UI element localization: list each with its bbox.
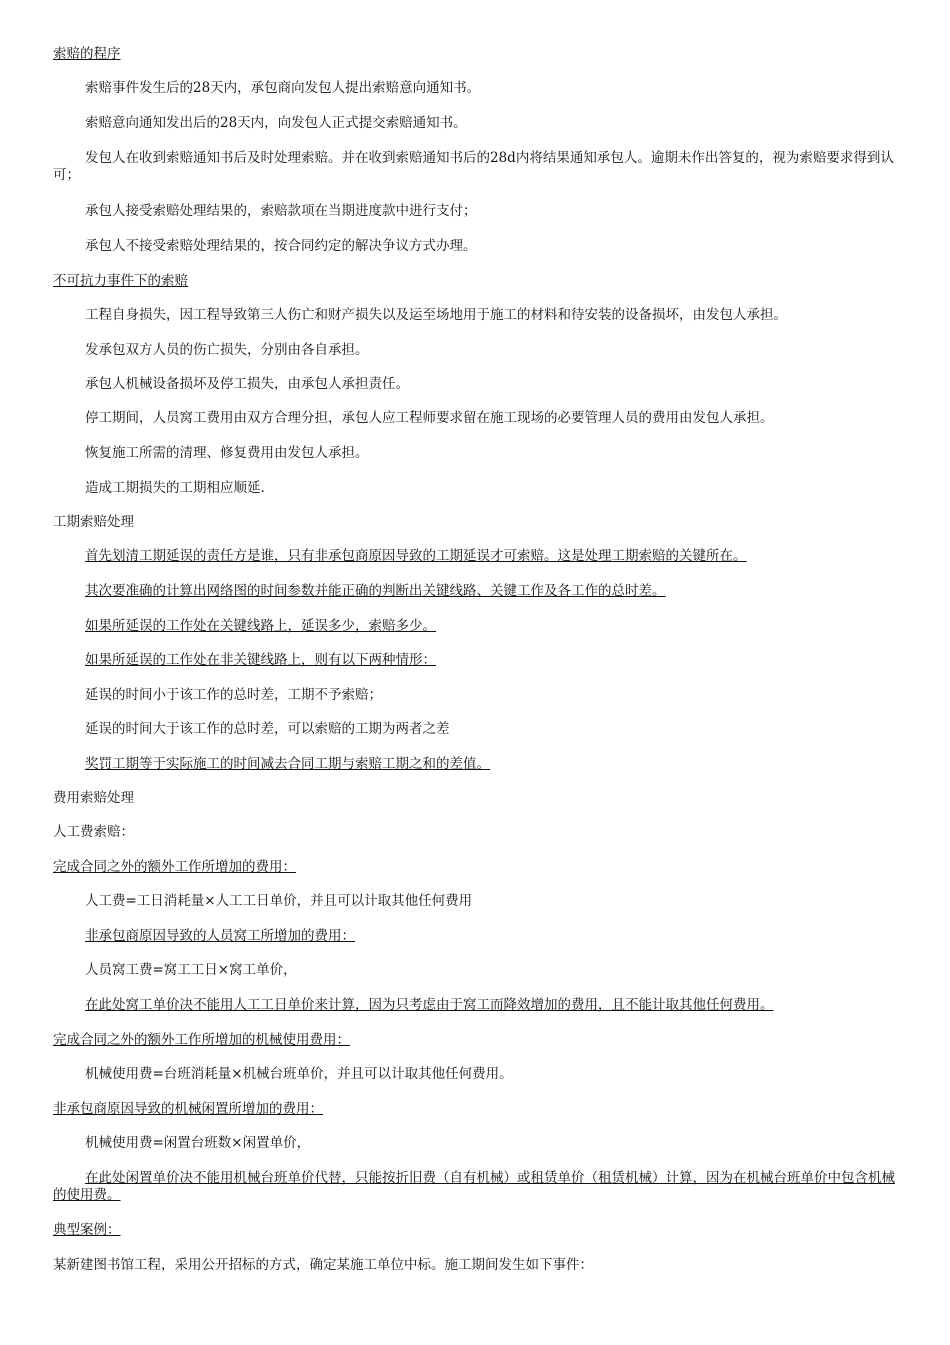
subheading-machine-idle: 非承包商原因导致的机械闲置所增加的费用： [53,1101,323,1117]
paragraph: 索赔事件发生后的28天内，承包商向发包人提出索赔意向通知书。 [85,80,481,96]
paragraph: 发包人在收到索赔通知书后及时处理索赔。并在收到索赔通知书后的28d内将结果通知承包人。逾期未作出答复的，视为索赔要求得到认可； [53,150,894,183]
paragraph: 承包人机械设备损坏及停工损失，由承包人承担责任。 [85,376,409,392]
subheading-idle-labor: 非承包商原因导致的人员窝工所增加的费用： [85,928,355,944]
paragraph-line [53,928,898,945]
paragraph-line [53,997,898,1014]
paragraph: 停工期间，人员窝工费用由双方合理分担，承包人应工程师要求留在施工现场的必要管理人员的费用由发包人承担。 [85,410,774,426]
paragraph-line [53,618,898,635]
paragraph: 机械使用费=闲置台班数×闲置单价， [85,1135,311,1151]
paragraph: 恢复施工所需的清理、修复费用由发包人承担。 [85,445,369,461]
paragraph-line [53,583,898,600]
section-heading-schedule-claim: 工期索赔处理 [53,514,134,530]
paragraph: 如果所延误的工作处在非关键线路上，则有以下两种情形： [85,652,436,668]
section-heading-force-majeure: 不可抗力事件下的索赔 [53,273,188,289]
paragraph: 机械使用费=台班消耗量×机械台班单价，并且可以计取其他任何费用。 [85,1066,513,1082]
paragraph: 如果所延误的工作处在关键线路上，延误多少，索赔多少。 [85,618,436,634]
paragraph: 发承包双方人员的伤亡损失，分别由各自承担。 [85,342,369,358]
paragraph: 工程自身损失，因工程导致第三人伤亡和财产损失以及运至场地用于施工的材料和待安装的设备损坏，由发包人承担。 [85,307,787,323]
paragraph: 其次要准确的计算出网络图的时间参数并能正确的判断出关键线路、关键工作及各工作的总时差。 [85,583,666,599]
subheading-extra-work: 完成合同之外的额外工作所增加的费用： [53,859,296,875]
paragraph: 索赔意向通知发出后的28天内，向发包人正式提交索赔通知书。 [85,115,467,131]
paragraph: 延误的时间小于该工作的总时差，工期不予索赔； [85,687,382,703]
paragraph: 某新建图书馆工程，采用公开招标的方式，确定某施工单位中标。施工期间发生如下事件： [53,1257,593,1273]
paragraph: 人员窝工费=窝工工日×窝工单价， [85,962,297,978]
paragraph: 人工费=工日消耗量×人工工日单价，并且可以计取其他任何费用 [85,893,473,909]
paragraph: 延误的时间大于该工作的总时差，可以索赔的工期为两者之差 [85,721,450,737]
case-heading: 典型案例： [53,1222,121,1238]
paragraph-line [53,548,898,565]
paragraph: 在此处窝工单价决不能用人工工日单价来计算，因为只考虑由于窝工而降效增加的费用，且不能计取其他任何费用。 [85,997,774,1013]
paragraph: 造成工期损失的工期相应顺延. [85,480,265,496]
paragraph: 奖罚工期等于实际施工的时间减去合同工期与索赔工期之和的差值。 [85,756,490,772]
paragraph-line [53,652,898,669]
paragraph: 承包人不接受索赔处理结果的，按合同约定的解决争议方式办理。 [85,238,477,254]
paragraph: 首先划清工期延误的责任方是谁，只有非承包商原因导致的工期延误才可索赔。这是处理工期索赔的关键所在。 [85,548,747,564]
subheading-machine-extra: 完成合同之外的额外工作所增加的机械使用费用： [53,1032,350,1048]
paragraph-line [53,756,898,773]
paragraph: 承包人接受索赔处理结果的，索赔款项在当期进度款中进行支付； [85,203,477,219]
section-heading-claim-procedure: 索赔的程序 [53,46,121,62]
section-heading-cost-claim: 费用索赔处理 [53,790,134,806]
subheading-labor: 人工费索赔： [53,824,134,840]
paragraph: 在此处闲置单价决不能用机械台班单价代替，只能按折旧费（自有机械）或租赁单价（租赁机械）计算，因为在机械台班单价中包含机械的使用费。 [53,1170,895,1203]
